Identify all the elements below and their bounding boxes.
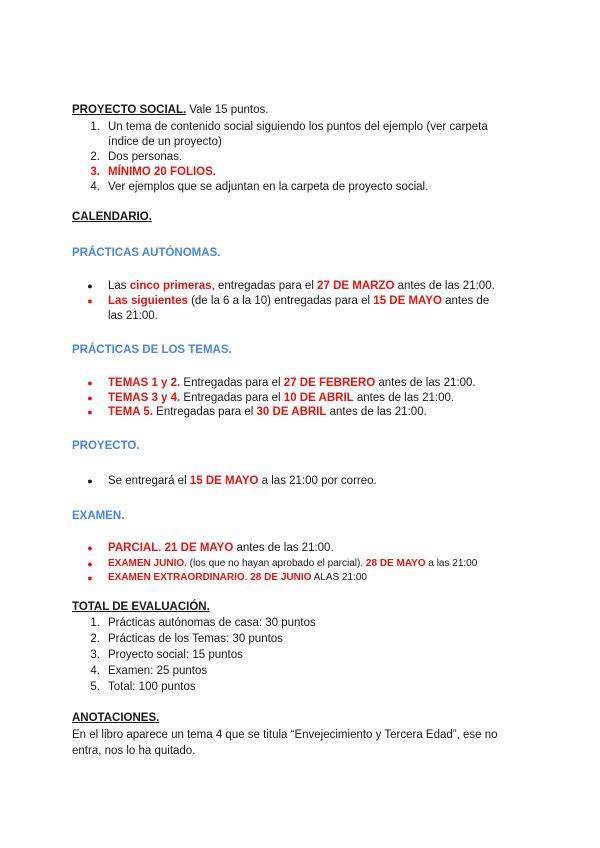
proyecto-social-heading-line: [72, 104, 268, 116]
practicas-autonomas-heading: PRÁCTICAS AUTÓNOMAS.: [72, 247, 221, 259]
anotaciones-text-line-1: En el libro aparece un tema 4 que se titula “Envejecimiento y Tercera Edad”, ese no: [72, 729, 498, 741]
bullet-icon: ●: [87, 296, 93, 306]
bullet-icon: ●: [87, 407, 93, 417]
bullet-icon: ●: [87, 393, 93, 403]
calendario-heading: CALENDARIO.: [72, 211, 152, 223]
proyecto-social-heading: PROYECTO SOCIAL.: [72, 104, 187, 116]
anotaciones-text-line-2: entra, nos lo ha quitado.: [72, 745, 196, 757]
practicas-temas-heading: PRÁCTICAS DE LOS TEMAS.: [72, 344, 232, 356]
bullet-icon: ●: [87, 476, 93, 486]
bullet-icon: ●: [87, 281, 93, 291]
proyecto-heading: PROYECTO.: [72, 440, 140, 452]
proyecto-social-value: Vale 15 puntos.: [186, 104, 269, 116]
bullet-icon: ●: [87, 573, 93, 583]
examen-heading: EXAMEN.: [72, 510, 125, 522]
bullet-icon: ●: [87, 543, 93, 553]
bullet-icon: ●: [87, 559, 93, 569]
total-evaluacion-heading: TOTAL DE EVALUACIÓN.: [72, 601, 210, 613]
anotaciones-heading: ANOTACIONES.: [72, 712, 160, 724]
bullet-icon: ●: [87, 378, 93, 388]
